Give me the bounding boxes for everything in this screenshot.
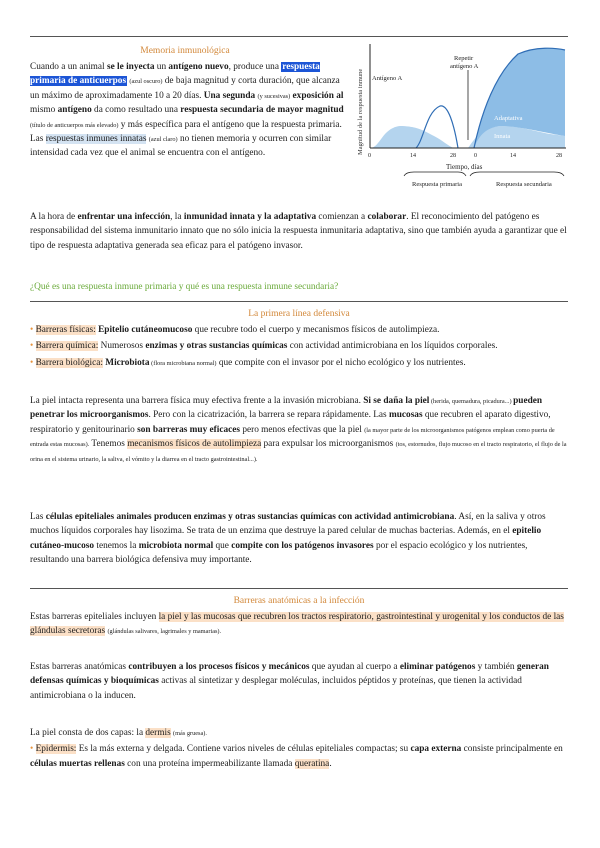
list-item: • Barrera biológica: Microbiota (flora microbiana normal) que compite con el invasor por el nicho ecológico y los nutrientes. xyxy=(30,357,466,368)
innate-area-primary xyxy=(370,126,454,148)
x-tick: 0 xyxy=(368,153,371,159)
x-tick: 28 xyxy=(556,153,562,159)
skin-paragraph: La piel intacta representa una barrera física muy efectiva frente a la invasión microbiana. Si se daña la piel (herida, quemadura, picadura...) pueden penetrar los microorganismos. Pero con la cicatrización, la barrera se repara rápidamente. Las mucosas que recubren el aparato digestivo, respiratorio y genitourinario son barreras muy eficaces pero menos efectivas que la piel (la mayor parte de los microorganismos patógenos emplean como puerta de entrada estas mucosas). Tenemos mecanismos físicos de autolimpieza para expulsar los microorganismos (tos, estornudos, flujo mucoso en el tracto respiratorio, el flujo de la orina en el sistema urinario, la saliva, el vómito y la diarrea en el tracto gastrointestinal...). xyxy=(30,396,567,463)
memory-title: Memoria inmunológica xyxy=(140,46,230,56)
graph-xlabel: Tiempo, días xyxy=(446,163,483,171)
list-item: • Barreras físicas: Epitelio cutáneomucoso que recubre todo el cuerpo y mecanismos físicos de autolimpieza. xyxy=(30,325,440,335)
bullet-icon: • xyxy=(30,744,34,755)
antigen-a-label: Antígeno A xyxy=(372,75,403,82)
list-item: • Epidermis: Es la más externa y delgada. Contiene varios niveles de células epiteliales compactas; su capa externa consiste principalmente en células muertas rellenas con una proteína impermeabilizante llamada queratina. xyxy=(30,744,563,769)
secondary-response-label: Respuesta secundaria xyxy=(496,181,552,188)
section2-rule xyxy=(30,588,568,589)
section1-title: La primera línea defensiva xyxy=(248,309,350,319)
bullet-icon: • xyxy=(30,341,34,352)
epithelial-paragraph: Las células epiteliales animales producen enzimas y otras sustancias químicas con actividad antimicrobiana. Así, en la saliva y otros muchos líquidos corporales hay lisozima. Se trata de un enzima que destruye la pared celular de muchas bacterias. Además, en el epitelio cutáneo-mucoso tenemos la microbiota normal que compite con los patógenos invasores por el espacio ecológico y los nutrientes, resultando una barrera biológica defensiva muy importante. xyxy=(30,512,546,566)
x-tick: 14 xyxy=(510,153,516,159)
section2-title: Barreras anatómicas a la infección xyxy=(233,596,365,606)
x-tick: 28 xyxy=(450,153,456,159)
secondary-bracket xyxy=(470,172,564,176)
adaptive-label: Adaptativa xyxy=(494,115,523,122)
primary-bracket xyxy=(404,172,466,176)
x-tick: 0 xyxy=(474,153,477,159)
bullet-icon: • xyxy=(30,325,34,335)
innate-label: Innata xyxy=(494,133,511,140)
section1-rule xyxy=(30,301,568,302)
anatomical-paragraph: Estas barreras epiteliales incluyen la piel y las mucosas que recubren los tractos respiratorio, gastrointestinal y urogenital y los conductos de las glándulas secretoras (glándulas salivares, lagrimales y mamarias). xyxy=(30,612,564,637)
intro-paragraph: Cuando a un animal se le inyecta un antígeno nuevo, produce una respuesta primaria de anticuerpos (azul oscuro) de baja magnitud y corta duración, que alcanza un máximo de aproximadamente 10 a 20 días. Una segunda (y sucesivas) exposición al mismo antígeno da como resultado una respuesta secundaria de mayor magnitud (título de anticuerpos más elevado) y más específica para el antígeno que la respuesta primaria. Las respuestas inmunes innatas (azul claro) no tienen memoria y ocurren con similar intensidad cada vez que el animal se encuentra con el antígeno. xyxy=(30,62,344,159)
question-link[interactable]: ¿Qué es una respuesta inmune primaria y qué es una respuesta inmune secundaria? xyxy=(30,282,339,292)
top-rule xyxy=(30,36,568,37)
immune-response-graph xyxy=(350,40,572,190)
repeat-antigen-line1: Repetir xyxy=(454,55,474,62)
list-item: • Barrera química: Numerosos enzimas y otras sustancias químicas con actividad antimicrobiana en los líquidos corporales. xyxy=(30,341,498,352)
collaboration-paragraph: A la hora de enfrentar una infección, la inmunidad innata y la adaptativa comienzan a colaborar. El reconocimiento del patógeno es responsabilidad del sistema inmunitario innato que no sólo inicia la respuesta inmunitaria adaptativa, sino que también ayuda a garantizar que el tipo de respuesta adaptativa generada sea eficaz para el patógeno invasor. xyxy=(30,212,567,251)
barrier-list xyxy=(30,323,568,370)
bullet-icon: • xyxy=(30,357,34,368)
primary-response-label: Respuesta primaria xyxy=(412,181,462,188)
processes-paragraph: Estas barreras anatómicas contribuyen a los procesos físicos y mecánicos que ayudan al cuerpo a eliminar patógenos y también generan defensas químicas y bioquímicas activas al sintetizar y desplegar moléculas, incluidos péptidos y proteínas, que tienen la actividad antimicrobiana o la inducen. xyxy=(30,662,549,701)
innate-response-highlight: respuestas inmunes innatas xyxy=(45,134,147,145)
skin-layers-paragraph: La piel consta de dos capas: la dermis (más gruesa). • Epidermis: Es la más externa y delgada. Contiene varios niveles de células epiteliales compactas; su capa externa consiste principalmente en células muertas rellenas con una proteína impermeabilizante llamada queratina. xyxy=(30,726,568,771)
graph-ylabel: Magnitud de la respuesta inmune xyxy=(357,68,364,155)
repeat-antigen-line2: antígeno A xyxy=(450,63,479,70)
primary-response-highlight: respuesta primaria de anticuerpos xyxy=(30,62,320,87)
x-tick: 14 xyxy=(410,153,416,159)
